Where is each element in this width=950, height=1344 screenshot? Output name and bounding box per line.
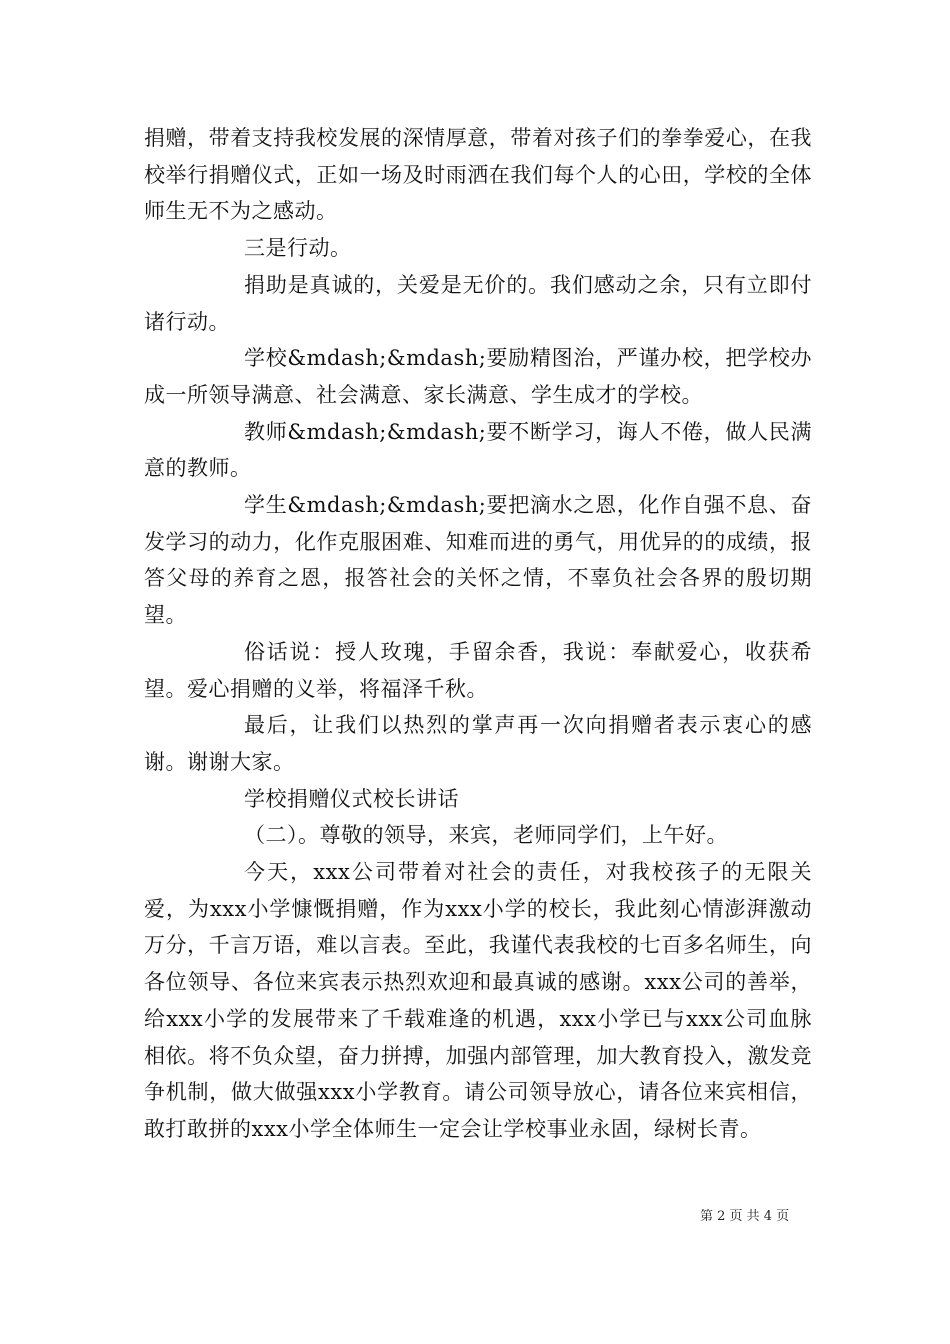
- paragraph-action: 捐助是真诚的，关爱是无价的。我们感动之余，只有立即付诸行动。: [144, 272, 812, 334]
- page-number: 第 2 页 共 4 页: [700, 1209, 790, 1224]
- section-title: 学校捐赠仪式校长讲话: [244, 786, 459, 811]
- paragraph-teachers: 教师&mdash;&mdash;要不断学习，诲人不倦，做人民满意的教师。: [144, 419, 812, 481]
- document-body: [144, 120, 812, 1148]
- paragraph-students: 学生&mdash;&mdash;要把滴水之恩，化作自强不息、奋发学习的动力，化作克服困难、知难而进的勇气，用优异的的成绩，报答父母的养育之恩，报答社会的关怀之情，不辜负社会各界的殷切期望。: [144, 493, 812, 628]
- paragraph-greeting: （二）。尊敬的领导，来宾，老师同学们，上午好。: [244, 823, 728, 848]
- paragraph-continuation: 捐赠，带着支持我校发展的深情厚意，带着对孩子们的拳拳爱心，在我校举行捐赠仪式，正如一场及时雨洒在我们每个人的心田，学校的全体师生无不为之感动。: [144, 126, 812, 224]
- paragraph-speech-body: 今天，xxx公司带着对社会的责任，对我校孩子的无限关爱，为xxx小学慷慨捐赠，作为xxx小学的校长，我此刻心情澎湃激动万分，千言万语，难以言表。至此，我谨代表我校的七百多名师生，向各位领导、各位来宾表示热烈欢迎和最真诚的感谢。xxx公司的善举，给xxx小学的发展带来了千载难逢的机遇，xxx小学已与xxx公司血脉相依。将不负众望，奋力拼搏，加强内部管理，加大教育投入，激发竞争机制，做大做强xxx小学教育。请公司领导放心，请各位来宾相信，敢打敢拼的xxx小学全体师生一定会让学校事业永固，绿树长青。: [144, 860, 812, 1141]
- paragraph-school: 学校&mdash;&mdash;要励精图治，严谨办校，把学校办成一所领导满意、社会满意、家长满意、学生成才的学校。: [144, 346, 812, 407]
- paragraph-closing-thanks: 最后，让我们以热烈的掌声再一次向捐赠者表示衷心的感谢。谢谢大家。: [144, 713, 812, 774]
- paragraph-point-three: 三是行动。: [244, 236, 352, 261]
- paragraph-proverb: 俗话说：授人玫瑰，手留余香，我说：奉献爱心，收获希望。爱心捐赠的义举，将福泽千秋。: [144, 639, 812, 701]
